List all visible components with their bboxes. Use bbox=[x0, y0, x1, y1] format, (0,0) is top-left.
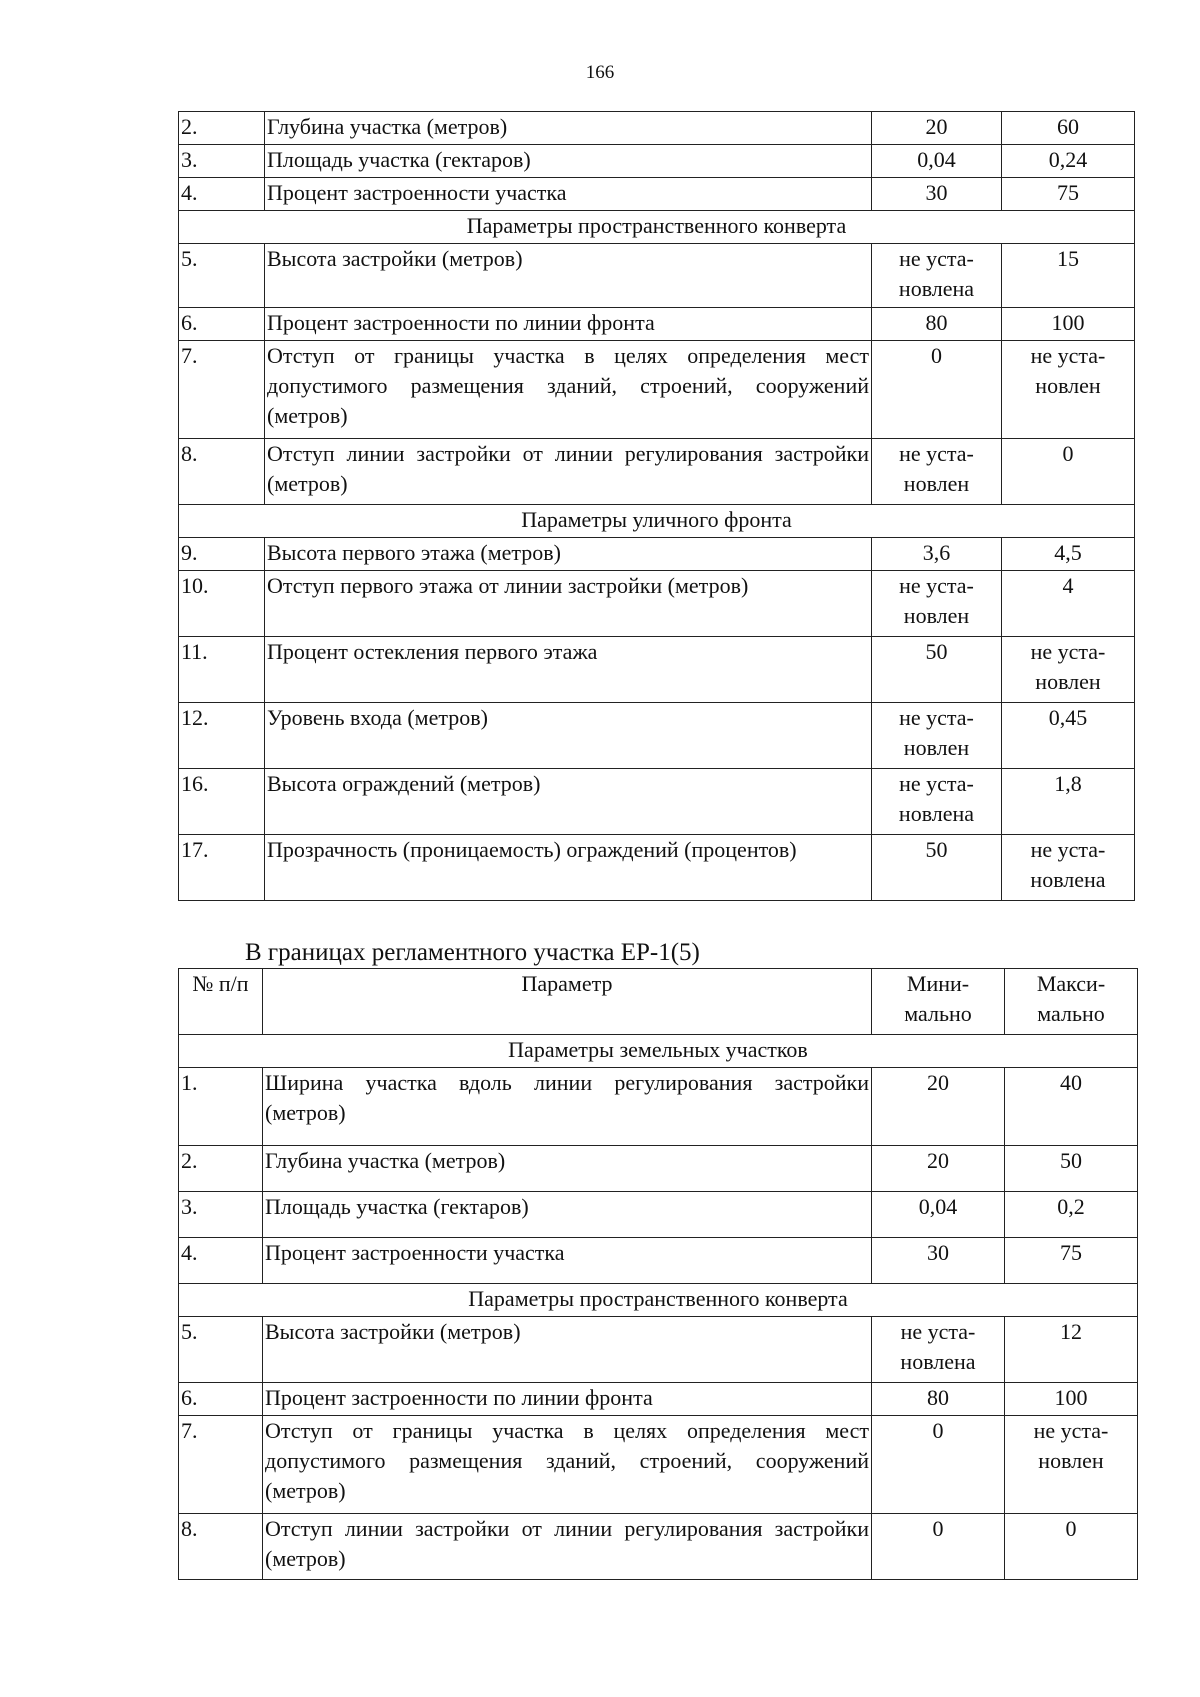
table-row bbox=[179, 145, 1135, 178]
row-number: 5. bbox=[179, 1317, 263, 1383]
header-min: Мини- мально bbox=[872, 969, 1005, 1035]
row-number: 9. bbox=[179, 538, 265, 571]
row-parameter: Площадь участка (гектаров) bbox=[263, 1192, 872, 1238]
table-row bbox=[179, 1317, 1138, 1383]
row-number: 8. bbox=[179, 1514, 263, 1580]
row-number: 2. bbox=[179, 1146, 263, 1192]
table-row bbox=[179, 1383, 1138, 1416]
row-min-value: 50 bbox=[872, 637, 1002, 703]
row-min-value: 0,04 bbox=[872, 1192, 1005, 1238]
row-number: 8. bbox=[179, 439, 265, 505]
row-number: 2. bbox=[179, 112, 265, 145]
row-parameter: Процент застроенности участка bbox=[263, 1238, 872, 1284]
row-number: 5. bbox=[179, 244, 265, 308]
row-parameter: Высота первого этажа (метров) bbox=[265, 538, 872, 571]
row-parameter: Площадь участка (гектаров) bbox=[265, 145, 872, 178]
table-caption: В границах регламентного участка ЕР-1(5) bbox=[245, 939, 700, 966]
row-parameter: Отступ линии застройки от линии регулирования застройки (метров) bbox=[263, 1514, 872, 1580]
row-parameter: Высота ограждений (метров) bbox=[265, 769, 872, 835]
row-parameter: Процент остекления первого этажа bbox=[265, 637, 872, 703]
row-number: 17. bbox=[179, 835, 265, 901]
row-parameter: Отступ от границы участка в целях определения мест допустимого размещения зданий, строений, сооружений (метров) bbox=[265, 341, 872, 439]
row-max-value: 40 bbox=[1005, 1068, 1138, 1146]
header-num: № п/п bbox=[179, 969, 263, 1035]
row-number: 10. bbox=[179, 571, 265, 637]
table-row bbox=[179, 637, 1135, 703]
section-row bbox=[179, 1035, 1138, 1068]
row-max-value: 60 bbox=[1002, 112, 1135, 145]
row-parameter: Высота застройки (метров) bbox=[265, 244, 872, 308]
table-row bbox=[179, 1238, 1138, 1284]
row-min-value: 80 bbox=[872, 1383, 1005, 1416]
row-parameter: Ширина участка вдоль линии регулирования застройки (метров) bbox=[263, 1068, 872, 1146]
row-min-value: 80 bbox=[872, 308, 1002, 341]
regulation-table-1 bbox=[178, 111, 1135, 901]
row-max-value: 0 bbox=[1002, 439, 1135, 505]
table-row bbox=[179, 308, 1135, 341]
row-number: 6. bbox=[179, 308, 265, 341]
row-parameter: Глубина участка (метров) bbox=[263, 1146, 872, 1192]
row-min-value: не уста- новлен bbox=[872, 703, 1002, 769]
row-parameter: Отступ первого этажа от линии застройки (метров) bbox=[265, 571, 872, 637]
row-parameter: Процент застроенности участка bbox=[265, 178, 872, 211]
section-title: Параметры уличного фронта bbox=[179, 505, 1135, 538]
row-parameter: Прозрачность (проницаемость) ограждений (процентов) bbox=[265, 835, 872, 901]
row-max-value: не уста- новлен bbox=[1002, 341, 1135, 439]
row-max-value: 15 bbox=[1002, 244, 1135, 308]
table-row bbox=[179, 571, 1135, 637]
table-row bbox=[179, 1146, 1138, 1192]
table-row bbox=[179, 178, 1135, 211]
row-parameter: Процент застроенности по линии фронта bbox=[263, 1383, 872, 1416]
row-number: 6. bbox=[179, 1383, 263, 1416]
row-number: 3. bbox=[179, 145, 265, 178]
row-min-value: не уста- новлен bbox=[872, 439, 1002, 505]
row-parameter: Уровень входа (метров) bbox=[265, 703, 872, 769]
row-parameter: Отступ линии застройки от линии регулирования застройки (метров) bbox=[265, 439, 872, 505]
header-max: Макси- мально bbox=[1005, 969, 1138, 1035]
row-min-value: 0 bbox=[872, 1416, 1005, 1514]
row-min-value: 0 bbox=[872, 1514, 1005, 1580]
table-row bbox=[179, 439, 1135, 505]
row-number: 16. bbox=[179, 769, 265, 835]
row-min-value: 20 bbox=[872, 1146, 1005, 1192]
row-max-value: 75 bbox=[1002, 178, 1135, 211]
row-min-value: 0 bbox=[872, 341, 1002, 439]
page-number: 166 bbox=[585, 62, 615, 83]
section-row bbox=[179, 211, 1135, 244]
row-max-value: 50 bbox=[1005, 1146, 1138, 1192]
section-title: Параметры пространственного конверта bbox=[179, 211, 1135, 244]
table-header-row bbox=[179, 969, 1138, 1035]
table-row bbox=[179, 112, 1135, 145]
row-min-value: не уста- новлена bbox=[872, 244, 1002, 308]
row-min-value: 0,04 bbox=[872, 145, 1002, 178]
row-number: 1. bbox=[179, 1068, 263, 1146]
row-max-value: 4,5 bbox=[1002, 538, 1135, 571]
row-max-value: не уста- новлен bbox=[1005, 1416, 1138, 1514]
row-max-value: 0,45 bbox=[1002, 703, 1135, 769]
regulation-table-2 bbox=[178, 968, 1138, 1580]
row-parameter: Процент застроенности по линии фронта bbox=[265, 308, 872, 341]
row-number: 7. bbox=[179, 341, 265, 439]
row-number: 11. bbox=[179, 637, 265, 703]
table-row bbox=[179, 1192, 1138, 1238]
row-min-value: 20 bbox=[872, 112, 1002, 145]
row-min-value: не уста- новлена bbox=[872, 1317, 1005, 1383]
row-min-value: 50 bbox=[872, 835, 1002, 901]
row-max-value: 100 bbox=[1002, 308, 1135, 341]
table-row bbox=[179, 1068, 1138, 1146]
row-min-value: не уста- новлен bbox=[872, 571, 1002, 637]
row-parameter: Глубина участка (метров) bbox=[265, 112, 872, 145]
row-min-value: 30 bbox=[872, 1238, 1005, 1284]
row-min-value: не уста- новлена bbox=[872, 769, 1002, 835]
row-max-value: не уста- новлена bbox=[1002, 835, 1135, 901]
row-max-value: 1,8 bbox=[1002, 769, 1135, 835]
section-row bbox=[179, 505, 1135, 538]
row-min-value: 3,6 bbox=[872, 538, 1002, 571]
section-row bbox=[179, 1284, 1138, 1317]
table-row bbox=[179, 1416, 1138, 1514]
table-row bbox=[179, 538, 1135, 571]
row-max-value: 0 bbox=[1005, 1514, 1138, 1580]
row-min-value: 30 bbox=[872, 178, 1002, 211]
row-max-value: 4 bbox=[1002, 571, 1135, 637]
row-parameter: Высота застройки (метров) bbox=[263, 1317, 872, 1383]
header-param: Параметр bbox=[263, 969, 872, 1035]
row-max-value: не уста- новлен bbox=[1002, 637, 1135, 703]
row-max-value: 12 bbox=[1005, 1317, 1138, 1383]
table-row bbox=[179, 769, 1135, 835]
row-max-value: 0,24 bbox=[1002, 145, 1135, 178]
table-row bbox=[179, 835, 1135, 901]
row-max-value: 75 bbox=[1005, 1238, 1138, 1284]
table-row bbox=[179, 1514, 1138, 1580]
row-min-value: 20 bbox=[872, 1068, 1005, 1146]
section-title: Параметры пространственного конверта bbox=[179, 1284, 1138, 1317]
row-number: 4. bbox=[179, 1238, 263, 1284]
table-row bbox=[179, 341, 1135, 439]
row-number: 12. bbox=[179, 703, 265, 769]
section-title: Параметры земельных участков bbox=[179, 1035, 1138, 1068]
row-max-value: 100 bbox=[1005, 1383, 1138, 1416]
table-row bbox=[179, 244, 1135, 308]
table-row bbox=[179, 703, 1135, 769]
row-parameter: Отступ от границы участка в целях определения мест допустимого размещения зданий, строений, сооружений (метров) bbox=[263, 1416, 872, 1514]
row-number: 3. bbox=[179, 1192, 263, 1238]
row-max-value: 0,2 bbox=[1005, 1192, 1138, 1238]
row-number: 4. bbox=[179, 178, 265, 211]
row-number: 7. bbox=[179, 1416, 263, 1514]
